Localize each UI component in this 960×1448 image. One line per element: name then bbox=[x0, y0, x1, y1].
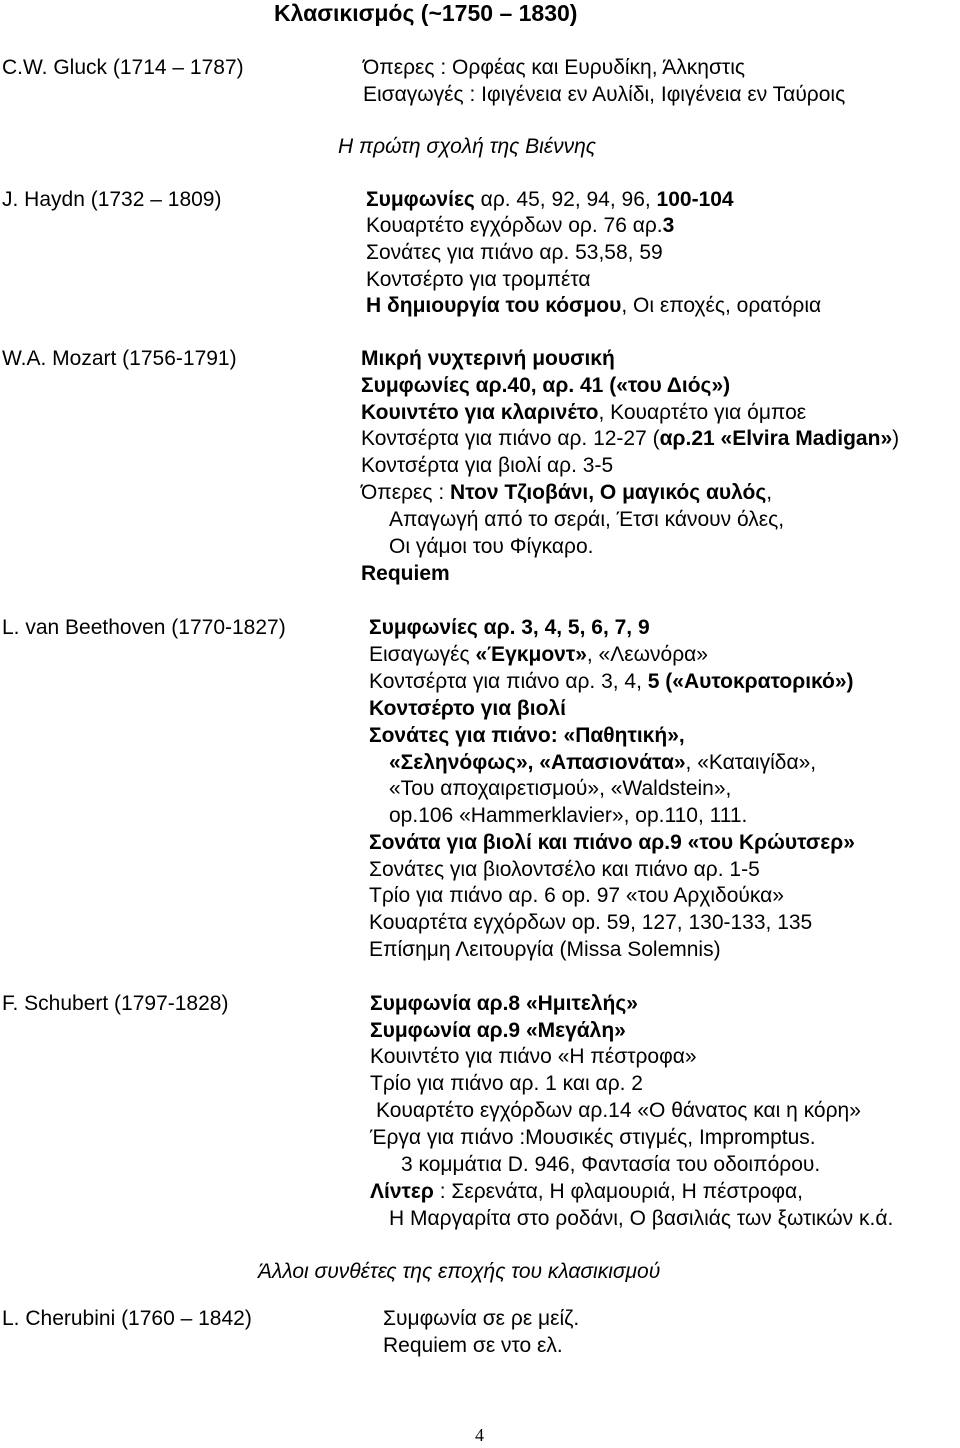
gluck-works-line: Εισαγωγές : Ιφιγένεια εν Αυλίδι, Ιφιγένεια εν Ταύροις bbox=[363, 83, 846, 106]
schubert-works-line: Συμφωνία αρ.9 «Μεγάλη» bbox=[370, 1019, 626, 1042]
schubert-works-line: Κουιντέτο για πιάνο «Η πέστροφα» bbox=[370, 1045, 697, 1068]
page-number: 4 bbox=[475, 1425, 484, 1445]
mozart-works-line: Requiem bbox=[361, 562, 450, 585]
mozart-works-line: Όπερες : Ντον Τζιοβάνι, Ο μαγικός αυλός, bbox=[361, 481, 773, 504]
beethoven-works-line: Εισαγωγές «Έγκμοντ», «Λεωνόρα» bbox=[369, 643, 708, 666]
schubert-works-line: Κουαρτέτο εγχόρδων αρ.14 «Ο θάνατος και η κόρη» bbox=[376, 1099, 861, 1122]
section-heading-others: Άλλοι συνθέτες της εποχής του κλασικισμού bbox=[258, 1260, 661, 1283]
mozart-works-line: Απαγωγή από το σεράι, Έτσι κάνουν όλες, bbox=[389, 508, 785, 531]
schubert-works-line: Λίντερ : Σερενάτα, Η φλαμουριά, Η πέστροφα, bbox=[370, 1180, 804, 1203]
beethoven-works-line: Σονάτες για βιολοντσέλο και πιάνο αρ. 1-5 bbox=[369, 858, 760, 881]
mozart-works-line: Κουιντέτο για κλαρινέτο, Κουαρτέτο για όμποε bbox=[361, 401, 807, 424]
haydn-works-line: Κοντσέρτο για τρομπέτα bbox=[366, 268, 591, 291]
mozart-works-line: Μικρή νυχτερινή μουσική bbox=[361, 347, 615, 370]
composer-beethoven: L. van Beethoven (1770-1827) bbox=[2, 616, 286, 639]
composer-haydn: J. Haydn (1732 – 1809) bbox=[2, 188, 222, 211]
composer-cherubini: L. Cherubini (1760 – 1842) bbox=[2, 1307, 252, 1330]
page-title: Κλασικισμός (~1750 – 1830) bbox=[274, 0, 578, 26]
schubert-works-line: Συμφωνία αρ.8 «Ημιτελής» bbox=[370, 992, 638, 1015]
beethoven-works-line: «Σεληνόφως», «Απασιονάτα», «Καταιγίδα», bbox=[389, 751, 817, 774]
beethoven-works-line: Σονάτες για πιάνο: «Παθητική», bbox=[369, 724, 685, 747]
schubert-works-line: Η Μαργαρίτα στο ροδάνι, Ο βασιλιάς των ξωτικών κ.ά. bbox=[389, 1207, 894, 1230]
beethoven-works-line: Επίσημη Λειτουργία (Missa Solemnis) bbox=[369, 938, 721, 961]
beethoven-works-line: Τρίο για πιάνο αρ. 6 op. 97 «του Αρχιδούκα» bbox=[369, 884, 784, 907]
haydn-works-line: Συμφωνίες αρ. 45, 92, 94, 96, 100-104 bbox=[366, 188, 734, 211]
beethoven-works-line: Σονάτα για βιολί και πιάνο αρ.9 «του Κρώυτσερ» bbox=[369, 831, 855, 854]
composer-schubert: F. Schubert (1797-1828) bbox=[2, 992, 229, 1015]
mozart-works-line: Οι γάμοι του Φίγκαρο. bbox=[389, 535, 594, 558]
beethoven-works-line: Κοντσέρτα για πιάνο αρ. 3, 4, 5 («Αυτοκρατορικό») bbox=[369, 670, 854, 693]
mozart-works-line: Συμφωνίες αρ.40, αρ. 41 («του Διός») bbox=[361, 374, 731, 397]
gluck-works-line: Όπερες : Ορφέας και Ευρυδίκη, Άλκηστις bbox=[363, 56, 745, 79]
mozart-works-line: Κοντσέρτα για πιάνο αρ. 12-27 (αρ.21 «Elvira Madigan») bbox=[361, 427, 900, 450]
composer-mozart: W.A. Mozart (1756-1791) bbox=[2, 347, 237, 370]
beethoven-works-line: Κοντσέρτο για βιολί bbox=[369, 697, 566, 720]
schubert-works-line: 3 κομμάτια D. 946, Φαντασία του οδοιπόρου. bbox=[401, 1153, 821, 1176]
schubert-works-line: Έργα για πιάνο :Μουσικές στιγμές, Impromptus. bbox=[370, 1126, 816, 1149]
cherubini-works-line: Requiem σε ντο ελ. bbox=[383, 1334, 563, 1357]
mozart-works-line: Κοντσέρτα για βιολί αρ. 3-5 bbox=[361, 454, 614, 477]
cherubini-works-line: Συμφωνία σε ρε μείζ. bbox=[383, 1307, 580, 1330]
beethoven-works-line: Συμφωνίες αρ. 3, 4, 5, 6, 7, 9 bbox=[369, 616, 650, 639]
beethoven-works-line: op.106 «Hammerklavier», op.110, 111. bbox=[389, 804, 748, 827]
beethoven-works-line: «Του αποχαιρετισμού», «Waldstein», bbox=[389, 777, 732, 800]
composer-gluck: C.W. Gluck (1714 – 1787) bbox=[2, 56, 244, 79]
haydn-works-line: Η δημιουργία του κόσμου, Οι εποχές, ορατόρια bbox=[366, 294, 822, 317]
section-heading-vienna: Η πρώτη σχολή της Βιέννης bbox=[338, 135, 596, 158]
beethoven-works-line: Κουαρτέτα εγχόρδων op. 59, 127, 130-133, 135 bbox=[369, 911, 813, 934]
haydn-works-line: Κουαρτέτο εγχόρδων ορ. 76 αρ.3 bbox=[366, 214, 675, 237]
schubert-works-line: Τρίο για πιάνο αρ. 1 και αρ. 2 bbox=[370, 1072, 643, 1095]
haydn-works-line: Σονάτες για πιάνο αρ. 53,58, 59 bbox=[366, 241, 663, 264]
